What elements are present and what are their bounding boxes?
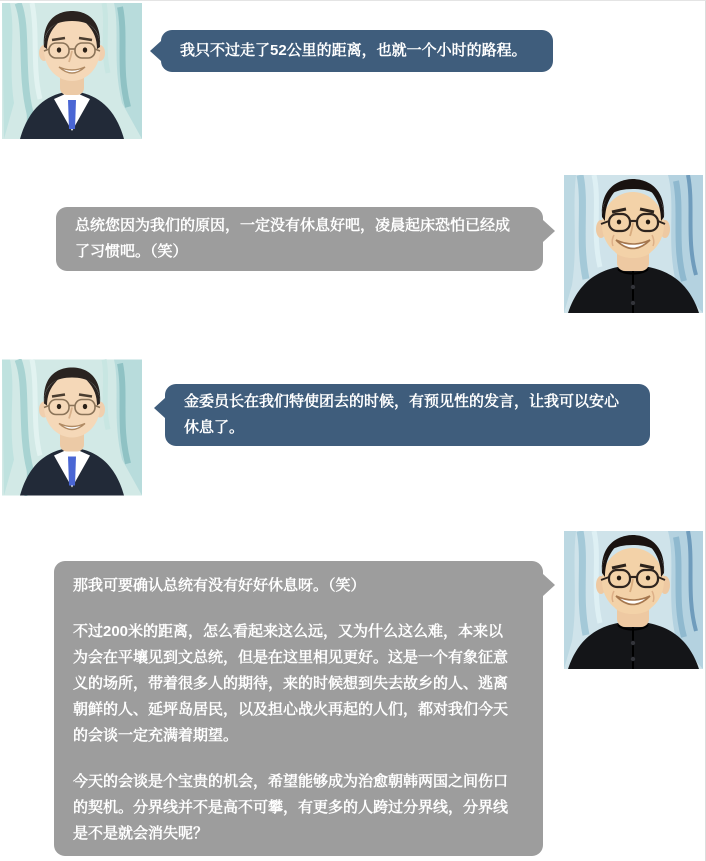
kim-jong-un-avatar: [564, 175, 703, 313]
moon-jae-in-portrait-icon: [2, 3, 142, 139]
moon-message-2: [165, 384, 650, 446]
bubble-tail-right-icon: [543, 574, 555, 596]
moon-message-1: [161, 30, 553, 72]
moon-jae-in-portrait-icon: [2, 359, 142, 496]
moon-jae-in-avatar: [2, 359, 142, 496]
bubble-tail-left-icon: [154, 398, 165, 418]
kim-jong-un-portrait-icon: [564, 175, 703, 313]
kim-jong-un-avatar: [564, 531, 703, 669]
kim-message-2-paragraph-3: 今天的会谈是个宝贵的机会，希望能够成为治愈朝韩两国之间伤口的契机。分界线并不是高不可攀，有更多的人跨过分界线，分界线是不是就会消失呢？: [73, 773, 509, 842]
kim-message-1: [56, 207, 543, 271]
moon-jae-in-avatar: [2, 3, 142, 139]
kim-message-2: [54, 561, 543, 856]
moon-message-1-text: 我只不过走了52公里的距离，也就一个小时的路程。: [180, 42, 527, 59]
bubble-tail-right-icon: [543, 220, 555, 242]
kim-message-1-text: 总统您因为我们的原因，一定没有休息好吧，凌晨起床恐怕已经成了习惯吧。（笑）: [75, 217, 511, 260]
kim-message-2-paragraph-1: 那我可要确认总统有没有好好休息呀。（笑）: [73, 577, 366, 594]
kim-jong-un-portrait-icon: [564, 531, 703, 669]
moon-message-2-text: 金委员长在我们特使团去的时候，有预见性的发言，让我可以安心休息了。: [184, 393, 620, 436]
kim-message-2-paragraph-2: 不过200米的距离，怎么看起来这么远，又为什么这么难，本来以为会在平壤见到文总统，但是在这里相见更好。这是一个有象征意义的场所，带着很多人的期待，来的时候想到失去故乡的人、逃离朝鲜的人、延坪岛居民，以及担心战火再起的人们，都对我们今天的会谈一定充满着期望。: [73, 623, 509, 744]
bubble-tail-left-icon: [150, 41, 161, 61]
